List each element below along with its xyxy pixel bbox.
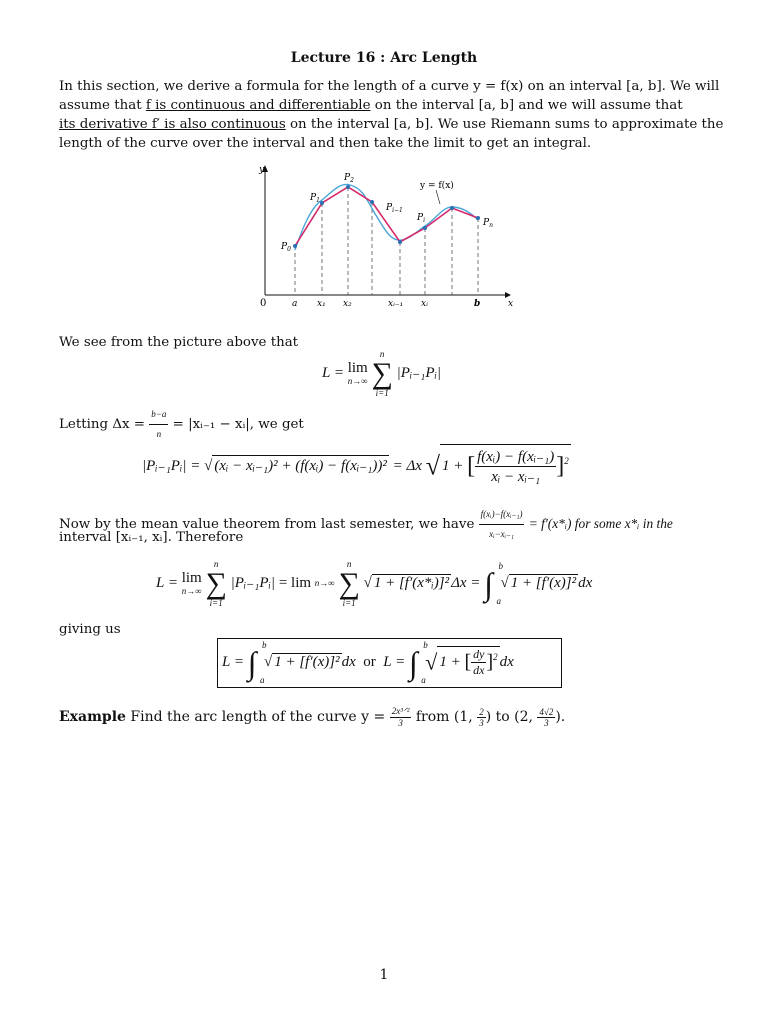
intro-line-2-underlined: f is continuous and differentiable: [145, 98, 371, 113]
intro-line-2-pre: assume that: [59, 98, 146, 113]
intro-line-3-underlined: its derivative f′ is also continuous: [59, 117, 286, 132]
box-L2: L =: [383, 653, 406, 670]
equation-arc-length-formula: L = ∫ b a √ 1 + [f′(x)]² dx or L = ∫ b a √ 1 + [ $\frac{dy}{dx}$ ]$^2$ dx: [222, 639, 514, 685]
tick-x1: x₁: [317, 299, 326, 309]
tick-xi: xᵢ: [421, 299, 428, 309]
point-label-p2: $P_2$: [344, 173, 354, 184]
letting-pre: Letting Δx =: [59, 417, 146, 432]
polygon-approximation: [295, 187, 478, 246]
point-label-pi-1: $P_{i-1}$: [386, 203, 403, 214]
equation-chord-length: |Pᵢ₋₁Pᵢ| = √ (xᵢ − xᵢ₋₁)² + (f(xᵢ) − f(xᵢ₋₁))² = Δx √ 1 + [ $\frac{\text{f(xᵢ) − f(xᵢ₋₁)}}{\text{xᵢ − xᵢ₋₁}}$ ]$^2$: [142, 444, 571, 486]
intro-line-2-post: on the interval [a, b] and we will assume that: [370, 98, 683, 113]
eq2-lim-sub-only: n→∞: [314, 577, 335, 588]
box-dx-1: dx: [341, 653, 356, 670]
eq-chord-radicand: (xᵢ − xᵢ₋₁)² + (f(xᵢ) − f(xᵢ₋₁))²: [212, 455, 389, 475]
eq-chord: |Pᵢ₋₁Pᵢ|: [396, 364, 442, 381]
eq2-dx-eq: Δx =: [451, 574, 481, 591]
eq2-L: L =: [156, 574, 178, 591]
example-point2-fraction: $\frac{4√2}{3}$: [539, 706, 554, 728]
eq-sum: n ∑ i=1: [371, 349, 393, 398]
eq2-dx: dx: [578, 574, 593, 591]
point-label-p0: $P_0$: [281, 242, 291, 253]
box-radicand-1: 1 + [f′(x)]²: [274, 653, 340, 670]
intro-line-1: In this section, we derive a formula for the length of a curve y = f(x) on an interval [a, b]. We will: [59, 79, 720, 94]
eq-chord-lhs: |Pᵢ₋₁Pᵢ| =: [142, 457, 201, 474]
mvt-fraction: $\frac{\text{f(xᵢ)−f(xᵢ₋₁)}}{\text{xᵢ−xᵢ₋₁}}$: [479, 505, 525, 544]
eq2-integral: ∫ b a: [484, 560, 503, 606]
intro-line-3-post: on the interval [a, b]. We use Riemann sums to approximate the: [285, 117, 724, 132]
equation-riemann-integral: L = lim n→∞ n ∑ i=1 |Pᵢ₋₁Pᵢ| = lim n→∞ n ∑ i=1 √ 1 + [f′(x*ᵢ)]² Δx = ∫ b a √ 1 + [f′(x)]² dx: [156, 559, 593, 608]
point-label-p1: $P_1$: [310, 193, 320, 204]
example-paragraph: [59, 706, 565, 728]
page-number: 1: [379, 967, 389, 983]
eq2-radicand-star: 1 + [f′(x*ᵢ)]²: [373, 574, 450, 591]
eq2-lim: lim n→∞: [181, 569, 202, 596]
text-see: We see from the picture above that: [59, 335, 299, 350]
equation-limit-sum: [322, 350, 441, 397]
example-curve-fraction: $\frac{\text{2x³ᐟ²}}{3}$: [391, 706, 410, 728]
box-dydx: $\frac{dy}{dx}$: [473, 647, 485, 677]
curve-label: y = f(x): [420, 181, 454, 191]
mvt-pre: Now by the mean value theorem from last semester, we have: [59, 517, 475, 532]
eq-L: L =: [322, 364, 344, 381]
x-axis-label: x: [508, 299, 514, 309]
page-title: Lecture 16 : Arc Length: [290, 50, 478, 66]
intro-line-4: length of the curve over the interval and then take the limit to get an integral.: [59, 136, 592, 151]
text-letting: [59, 405, 719, 444]
box-L1: L =: [222, 653, 244, 670]
box-integral-2: ∫ b a: [408, 639, 428, 685]
point-label-pn: $P_n$: [483, 218, 493, 229]
eq-lim: lim n→∞: [347, 359, 368, 386]
y-axis-label: y: [259, 165, 265, 175]
box-dx-2: dx: [499, 653, 514, 670]
tick-x2: x₂: [343, 299, 352, 309]
eq-slope-fraction: $\frac{\text{f(xᵢ) − f(xᵢ₋₁)}}{\text{xᵢ − xᵢ₋₁}}$: [477, 449, 555, 485]
curve-label-pointer: [436, 190, 440, 204]
tick-xi-1: xᵢ₋₁: [388, 299, 404, 309]
tick-labels: [292, 299, 480, 309]
intro-line-2: [59, 96, 719, 115]
letting-mid: = |xᵢ₋₁ − xᵢ|, we get: [172, 417, 304, 432]
example-label: Example: [59, 709, 126, 725]
eq2-sum-2: n ∑ i=1: [338, 559, 360, 608]
dx-fraction: $\frac{b-a}{n}$: [149, 405, 168, 444]
eq2-sum: n ∑ i=1: [205, 559, 227, 608]
eq2-radicand: 1 + [f′(x)]²: [510, 574, 577, 591]
box-radicand-2: 1 + [ $\frac{dy}{dx}$ ]$^2$: [439, 647, 498, 677]
point-label-pi: $P_i$: [417, 213, 425, 224]
box-or: or: [363, 653, 376, 670]
point-labels: [280, 173, 493, 253]
tick-a: a: [292, 299, 298, 309]
tick-b: b: [474, 299, 481, 309]
eq-equals-dx: = Δx: [392, 457, 422, 474]
mvt-mid: = f′(x*ᵢ) for some x*ᵢ in the: [528, 516, 673, 531]
example-to: ) to (2,: [485, 709, 533, 725]
arc-length-figure: [240, 160, 530, 320]
example-from: from (1,: [411, 709, 473, 725]
box-integral-1: ∫ b a: [247, 639, 267, 685]
text-giving: giving us: [59, 622, 121, 637]
curve-path: [295, 184, 478, 250]
origin-label: 0: [260, 298, 267, 309]
text-interval: interval [xᵢ₋₁, xᵢ]. Therefore: [59, 530, 244, 545]
eq-big-radical: 1 + [ $\frac{\text{f(xᵢ) − f(xᵢ₋₁)}}{\text{xᵢ − xᵢ₋₁}}$ ]$^2$: [440, 444, 571, 486]
example-point1-fraction: $\frac{2}{3}$: [479, 706, 484, 728]
example-text: Find the arc length of the curve y =: [125, 709, 386, 725]
intro-line-3: [59, 115, 724, 134]
example-end: ).: [555, 709, 566, 725]
intro-paragraph: [59, 77, 724, 153]
eq2-chord: |Pᵢ₋₁Pᵢ|: [230, 574, 276, 591]
eq2-eq-lim: = lim: [278, 574, 312, 591]
